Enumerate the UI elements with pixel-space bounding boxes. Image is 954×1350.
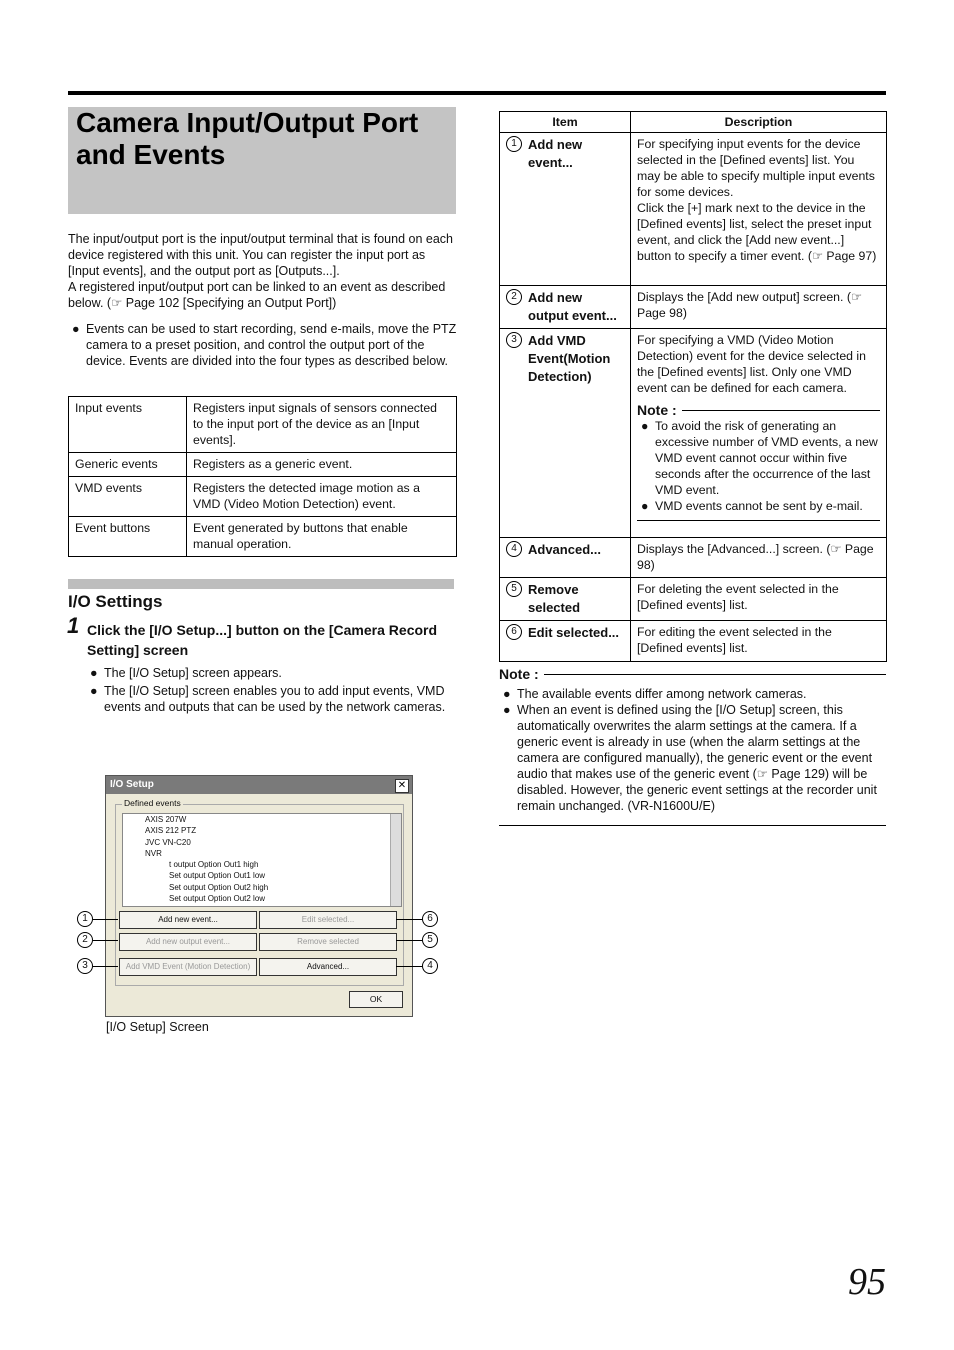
section-title: I/O Settings <box>68 592 163 611</box>
note-heading <box>637 402 880 418</box>
item-label: Add new event... <box>528 137 583 170</box>
leader-line <box>396 919 422 920</box>
intro-bullet <box>68 321 458 369</box>
item-cell <box>500 621 631 662</box>
item-cell <box>500 329 631 538</box>
note-section <box>499 666 886 814</box>
table-row <box>500 538 887 578</box>
list-item <box>86 683 456 715</box>
table-row <box>500 286 887 329</box>
item-label: Advanced... <box>528 542 601 557</box>
list-item <box>86 665 456 681</box>
tree-item[interactable]: NVR <box>145 848 162 858</box>
step-number: 1 <box>67 613 80 638</box>
ok-button[interactable]: OK <box>349 991 403 1008</box>
add-new-event-button[interactable]: Add new event... <box>119 911 257 929</box>
table-row <box>500 621 887 662</box>
tree-item[interactable]: Set output Option Out1 low <box>169 871 266 881</box>
tree-item[interactable]: Set output Option Out2 low <box>169 894 266 904</box>
callout-2: 2 <box>77 932 93 948</box>
intro <box>68 231 458 369</box>
vmd-note <box>637 402 880 521</box>
callout-3: 3 <box>77 958 93 974</box>
list-item-text: The [I/O Setup] screen enables you to add input events, VMD events and outputs that can be used by the network cameras. <box>104 684 446 714</box>
item-description: For editing the event selected in the [Defined events] list. <box>631 621 887 662</box>
title-box <box>68 107 456 214</box>
note-rule <box>682 410 880 411</box>
event-description: Registers the detected image motion as a VMD (Video Motion Detection) event. <box>187 477 457 517</box>
item-label: Edit selected... <box>528 625 620 640</box>
table-row <box>500 133 887 286</box>
list-item-text: VMD events cannot be sent by e-mail. <box>655 499 863 513</box>
section-bar <box>68 579 454 589</box>
item-number: 5 <box>506 581 522 597</box>
defined-events-group <box>115 798 404 986</box>
top-rule <box>68 91 886 95</box>
table-row <box>69 397 457 453</box>
table-row <box>500 578 887 621</box>
event-description: Event generated by buttons that enable manual operation. <box>187 517 457 557</box>
dialog-title: I/O Setup <box>106 776 412 794</box>
event-description: Registers as a generic event. <box>187 453 457 477</box>
tree-scrollbar[interactable] <box>390 814 401 906</box>
item-description: For specifying a VMD (Video Motion Detection) event for the device selected in the [Defined events] list. Only one VMD event can be defined for each camera. <box>637 333 866 395</box>
item-number: 2 <box>506 289 522 305</box>
figure-caption: [I/O Setup] Screen <box>106 1020 209 1034</box>
tree-item[interactable]: t output Option Out1 high <box>169 860 259 870</box>
list-item <box>637 418 880 498</box>
leader-line <box>93 966 118 967</box>
step-bullets <box>86 665 456 717</box>
item-description-cell <box>631 329 887 538</box>
bullet-icon: ● <box>90 684 98 698</box>
list-item <box>499 686 886 702</box>
list-item-text: To avoid the risk of generating an excessive number of VMD events, a new VMD event cannot occur within five seconds after the occurrence of the last VMD event. <box>655 419 878 497</box>
table-row <box>69 517 457 557</box>
bullet-icon: ● <box>503 703 511 717</box>
item-description: For specifying input events for the device selected in the [Defined events] list. You may be able to specify multiple input events for some devices. Click the [+] mark next to the device in the [Defined events] list, select the preset input event, and click the [Add new event...] button to specify a timer event. (☞ Page 97) <box>631 133 887 286</box>
bullet-icon: ● <box>641 419 649 433</box>
item-number: 4 <box>506 541 522 557</box>
item-number: 1 <box>506 136 522 152</box>
tree-item[interactable]: Set output Option Out2 high <box>169 882 269 892</box>
event-type: VMD events <box>69 477 187 517</box>
intro-paragraph-2: A registered input/output port can be linked to an event as described below. (☞ Page 102 [Specifying an Output Port]) <box>68 280 446 310</box>
list-item-text: The available events differ among network cameras. <box>517 687 807 701</box>
bullet-icon: ● <box>90 666 98 680</box>
event-type: Generic events <box>69 453 187 477</box>
add-new-output-event-button[interactable]: Add new output event... <box>119 933 257 951</box>
event-type: Event buttons <box>69 517 187 557</box>
event-types-table <box>68 396 457 557</box>
callout-4: 4 <box>422 958 438 974</box>
column-header-description: Description <box>631 112 887 133</box>
defined-events-tree[interactable] <box>122 813 402 907</box>
note-bottom-rule <box>499 825 886 826</box>
note-heading <box>499 666 886 682</box>
table-row <box>69 453 457 477</box>
item-description: Displays the [Add new output] screen. (☞ Page 98) <box>631 286 887 329</box>
item-number: 6 <box>506 624 522 640</box>
list-item-text: The [I/O Setup] screen appears. <box>104 666 282 680</box>
item-cell <box>500 286 631 329</box>
list-item <box>499 702 886 814</box>
io-setup-dialog <box>105 775 413 1017</box>
item-description: Displays the [Advanced...] screen. (☞ Page 98) <box>631 538 887 578</box>
page-title: Camera Input/Output Port and Events <box>76 107 419 170</box>
event-description: Registers input signals of sensors connected to the input port of the device as an [Input events]. <box>187 397 457 453</box>
intro-bullet-text: Events can be used to start recording, send e-mails, move the PTZ camera to a preset position, and control the output port of the device. Events are divided into the four types as described below. <box>86 322 457 368</box>
table-row <box>500 329 887 538</box>
edit-selected-button[interactable]: Edit selected... <box>259 911 397 929</box>
tree-item[interactable]: JVC VN-C20 <box>145 837 191 847</box>
items-table <box>499 111 887 662</box>
table-header-row <box>500 112 887 133</box>
remove-selected-button[interactable]: Remove selected <box>259 933 397 951</box>
step-text: Click the [I/O Setup...] button on the [Camera Record Setting] screen <box>87 622 438 658</box>
note-rule <box>544 674 886 675</box>
add-vmd-event-button[interactable]: Add VMD Event (Motion Detection) <box>119 958 257 976</box>
note-title: Note : <box>499 666 539 682</box>
item-description: For deleting the event selected in the [Defined events] list. <box>631 578 887 621</box>
item-label: Add new output event... <box>528 290 617 323</box>
bullet-icon: ● <box>72 322 80 336</box>
item-number: 3 <box>506 332 522 348</box>
item-label: Add VMD Event(Motion Detection) <box>528 333 611 384</box>
bullet-icon: ● <box>641 499 649 513</box>
leader-line <box>396 966 422 967</box>
tree-item[interactable]: AXIS 207W <box>145 815 187 824</box>
list-item-text: When an event is defined using the [I/O Setup] screen, this automatically overwrites the alarm settings at the camera. If a generic event is already in use (when the alarm settings at the camera are configured manually), the generic event or the event audio that makes use of the generic event (☞ Page 129) will be disabled. However, the generic event settings at the recorder unit remain unchanged. (VR-N1600U/E) <box>517 703 877 813</box>
leader-line <box>396 940 422 941</box>
close-icon[interactable]: ✕ <box>395 779 409 793</box>
group-label: Defined events <box>124 798 181 808</box>
bullet-icon: ● <box>503 687 511 701</box>
list-item <box>637 498 880 514</box>
leader-line <box>93 940 118 941</box>
item-label: Remove selected <box>528 582 581 615</box>
callout-6: 6 <box>422 911 438 927</box>
callout-1: 1 <box>77 911 93 927</box>
event-type: Input events <box>69 397 187 453</box>
column-header-item: Item <box>500 112 631 133</box>
tree-item[interactable]: AXIS 212 PTZ <box>145 826 197 836</box>
advanced-button[interactable]: Advanced... <box>259 958 397 976</box>
item-cell <box>500 538 631 578</box>
callout-5: 5 <box>422 932 438 948</box>
note-title: Note : <box>637 402 677 418</box>
intro-paragraph-1: The input/output port is the input/output terminal that is found on each device registered with this unit. You can register the input port as [Input events], and the output port as [Outputs...]. <box>68 232 453 278</box>
item-cell <box>500 578 631 621</box>
page-number: 95 <box>848 1261 886 1303</box>
item-cell <box>500 133 631 286</box>
leader-line <box>93 919 118 920</box>
table-row <box>69 477 457 517</box>
